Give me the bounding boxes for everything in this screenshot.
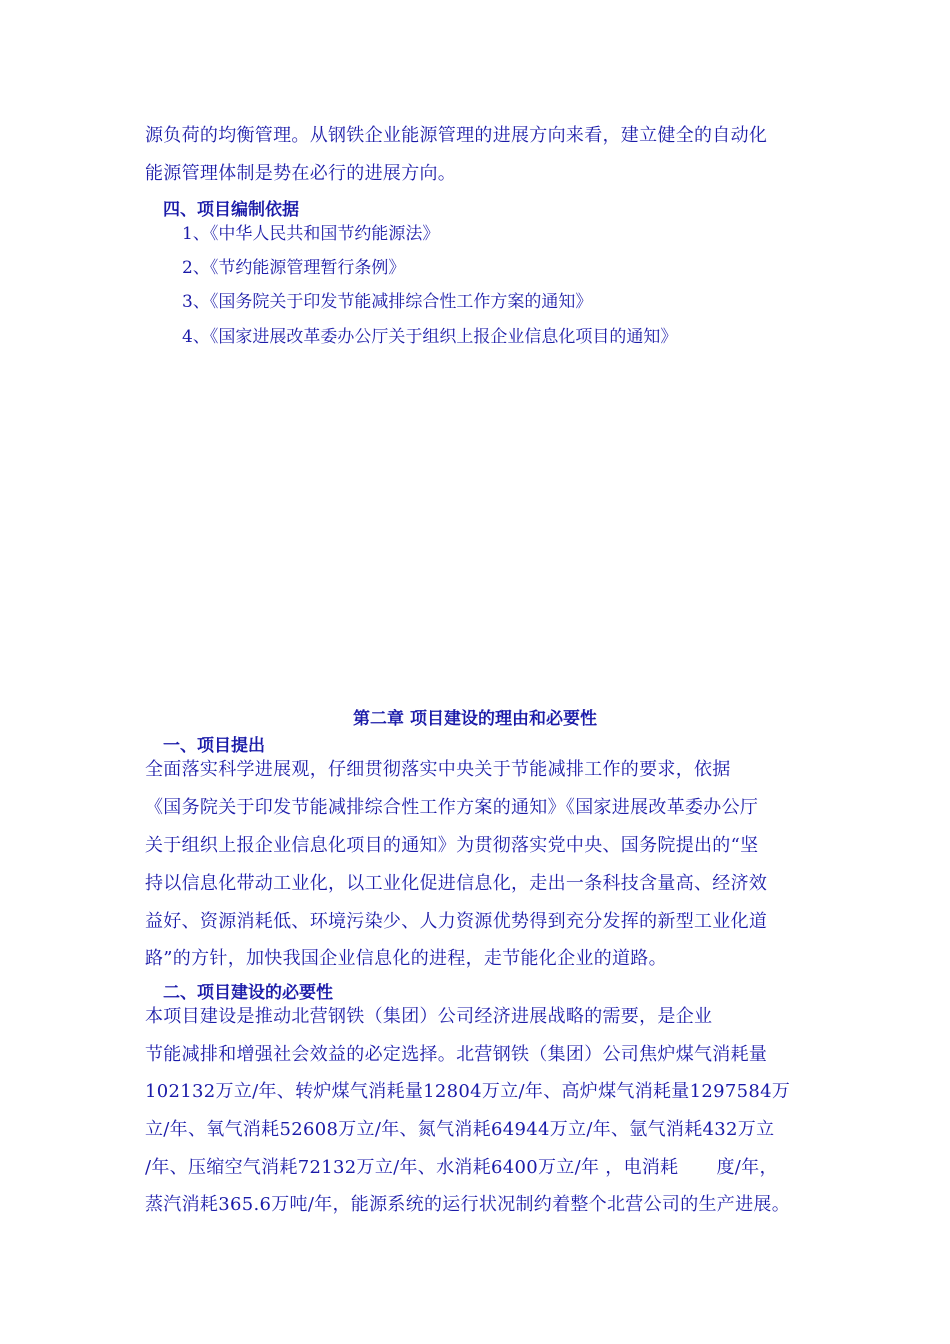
paragraph-line: 益好、资源消耗低、环境污染少、人力资源优势得到充分发挥的新型工业化道 (145, 911, 768, 932)
paragraph-line: 节能减排和增强社会效益的必定选择。北营钢铁（集团）公司焦炉煤气消耗量 (145, 1044, 768, 1065)
list-item: 2、《节约能源管理暂行条例》 (182, 258, 406, 278)
paragraph-line: 关于组织上报企业信息化项目的通知》为贯彻落实党中央、国务院提出的“坚 (145, 835, 759, 856)
paragraph-line: 立/年、氧气消耗52608万立/年、氮气消耗64944万立/年、氩气消耗432万立 (145, 1119, 775, 1140)
section-heading-necessity: 二、项目建设的必要性 (163, 983, 333, 1003)
paragraph-line: 路”的方针，加快我国企业信息化的进程，走节能化企业的道路。 (145, 948, 667, 969)
paragraph-line: 全面落实科学进展观，仔细贯彻落实中央关于节能减排工作的要求，依据 (145, 759, 731, 780)
section-heading-basis: 四、项目编制依据 (163, 200, 299, 220)
paragraph-line: 能源管理体制是势在必行的进展方向。 (145, 163, 457, 184)
section-heading-proposal: 一、项目提出 (163, 736, 265, 756)
list-item: 4、《国家进展改革委办公厅关于组织上报企业信息化项目的通知》 (182, 327, 678, 347)
chapter-title: 第二章 项目建设的理由和必要性 (353, 709, 597, 729)
paragraph-line: 本项目建设是推动北营钢铁（集团）公司经济进展战略的需要，是企业 (145, 1006, 713, 1027)
paragraph-fragment: /年、压缩空气消耗72132万立/年、水消耗6400万立/年 ，电消耗 (145, 1157, 679, 1178)
paragraph-line: 源负荷的均衡管理。从钢铁企业能源管理的进展方向来看，建立健全的自动化 (145, 125, 768, 146)
paragraph-line (145, 1156, 778, 1180)
paragraph-line: 蒸汽消耗365.6万吨/年，能源系统的运行状况制约着整个北营公司的生产进展。 (145, 1194, 790, 1215)
list-item: 3、《国务院关于印发节能减排综合性工作方案的通知》 (182, 292, 593, 312)
paragraph-line: 持以信息化带动工业化，以工业化促进信息化，走出一条科技含量高、经济效 (145, 873, 768, 894)
paragraph-line: 《国务院关于印发节能减排综合性工作方案的通知》《国家进展改革委办公厅 (145, 797, 759, 818)
paragraph-fragment: 度/年， (716, 1157, 778, 1178)
paragraph-line: 102132万立/年、转炉煤气消耗量12804万立/年、高炉煤气消耗量1297584万 (145, 1081, 791, 1102)
list-item: 1、《中华人民共和国节约能源法》 (182, 224, 440, 244)
